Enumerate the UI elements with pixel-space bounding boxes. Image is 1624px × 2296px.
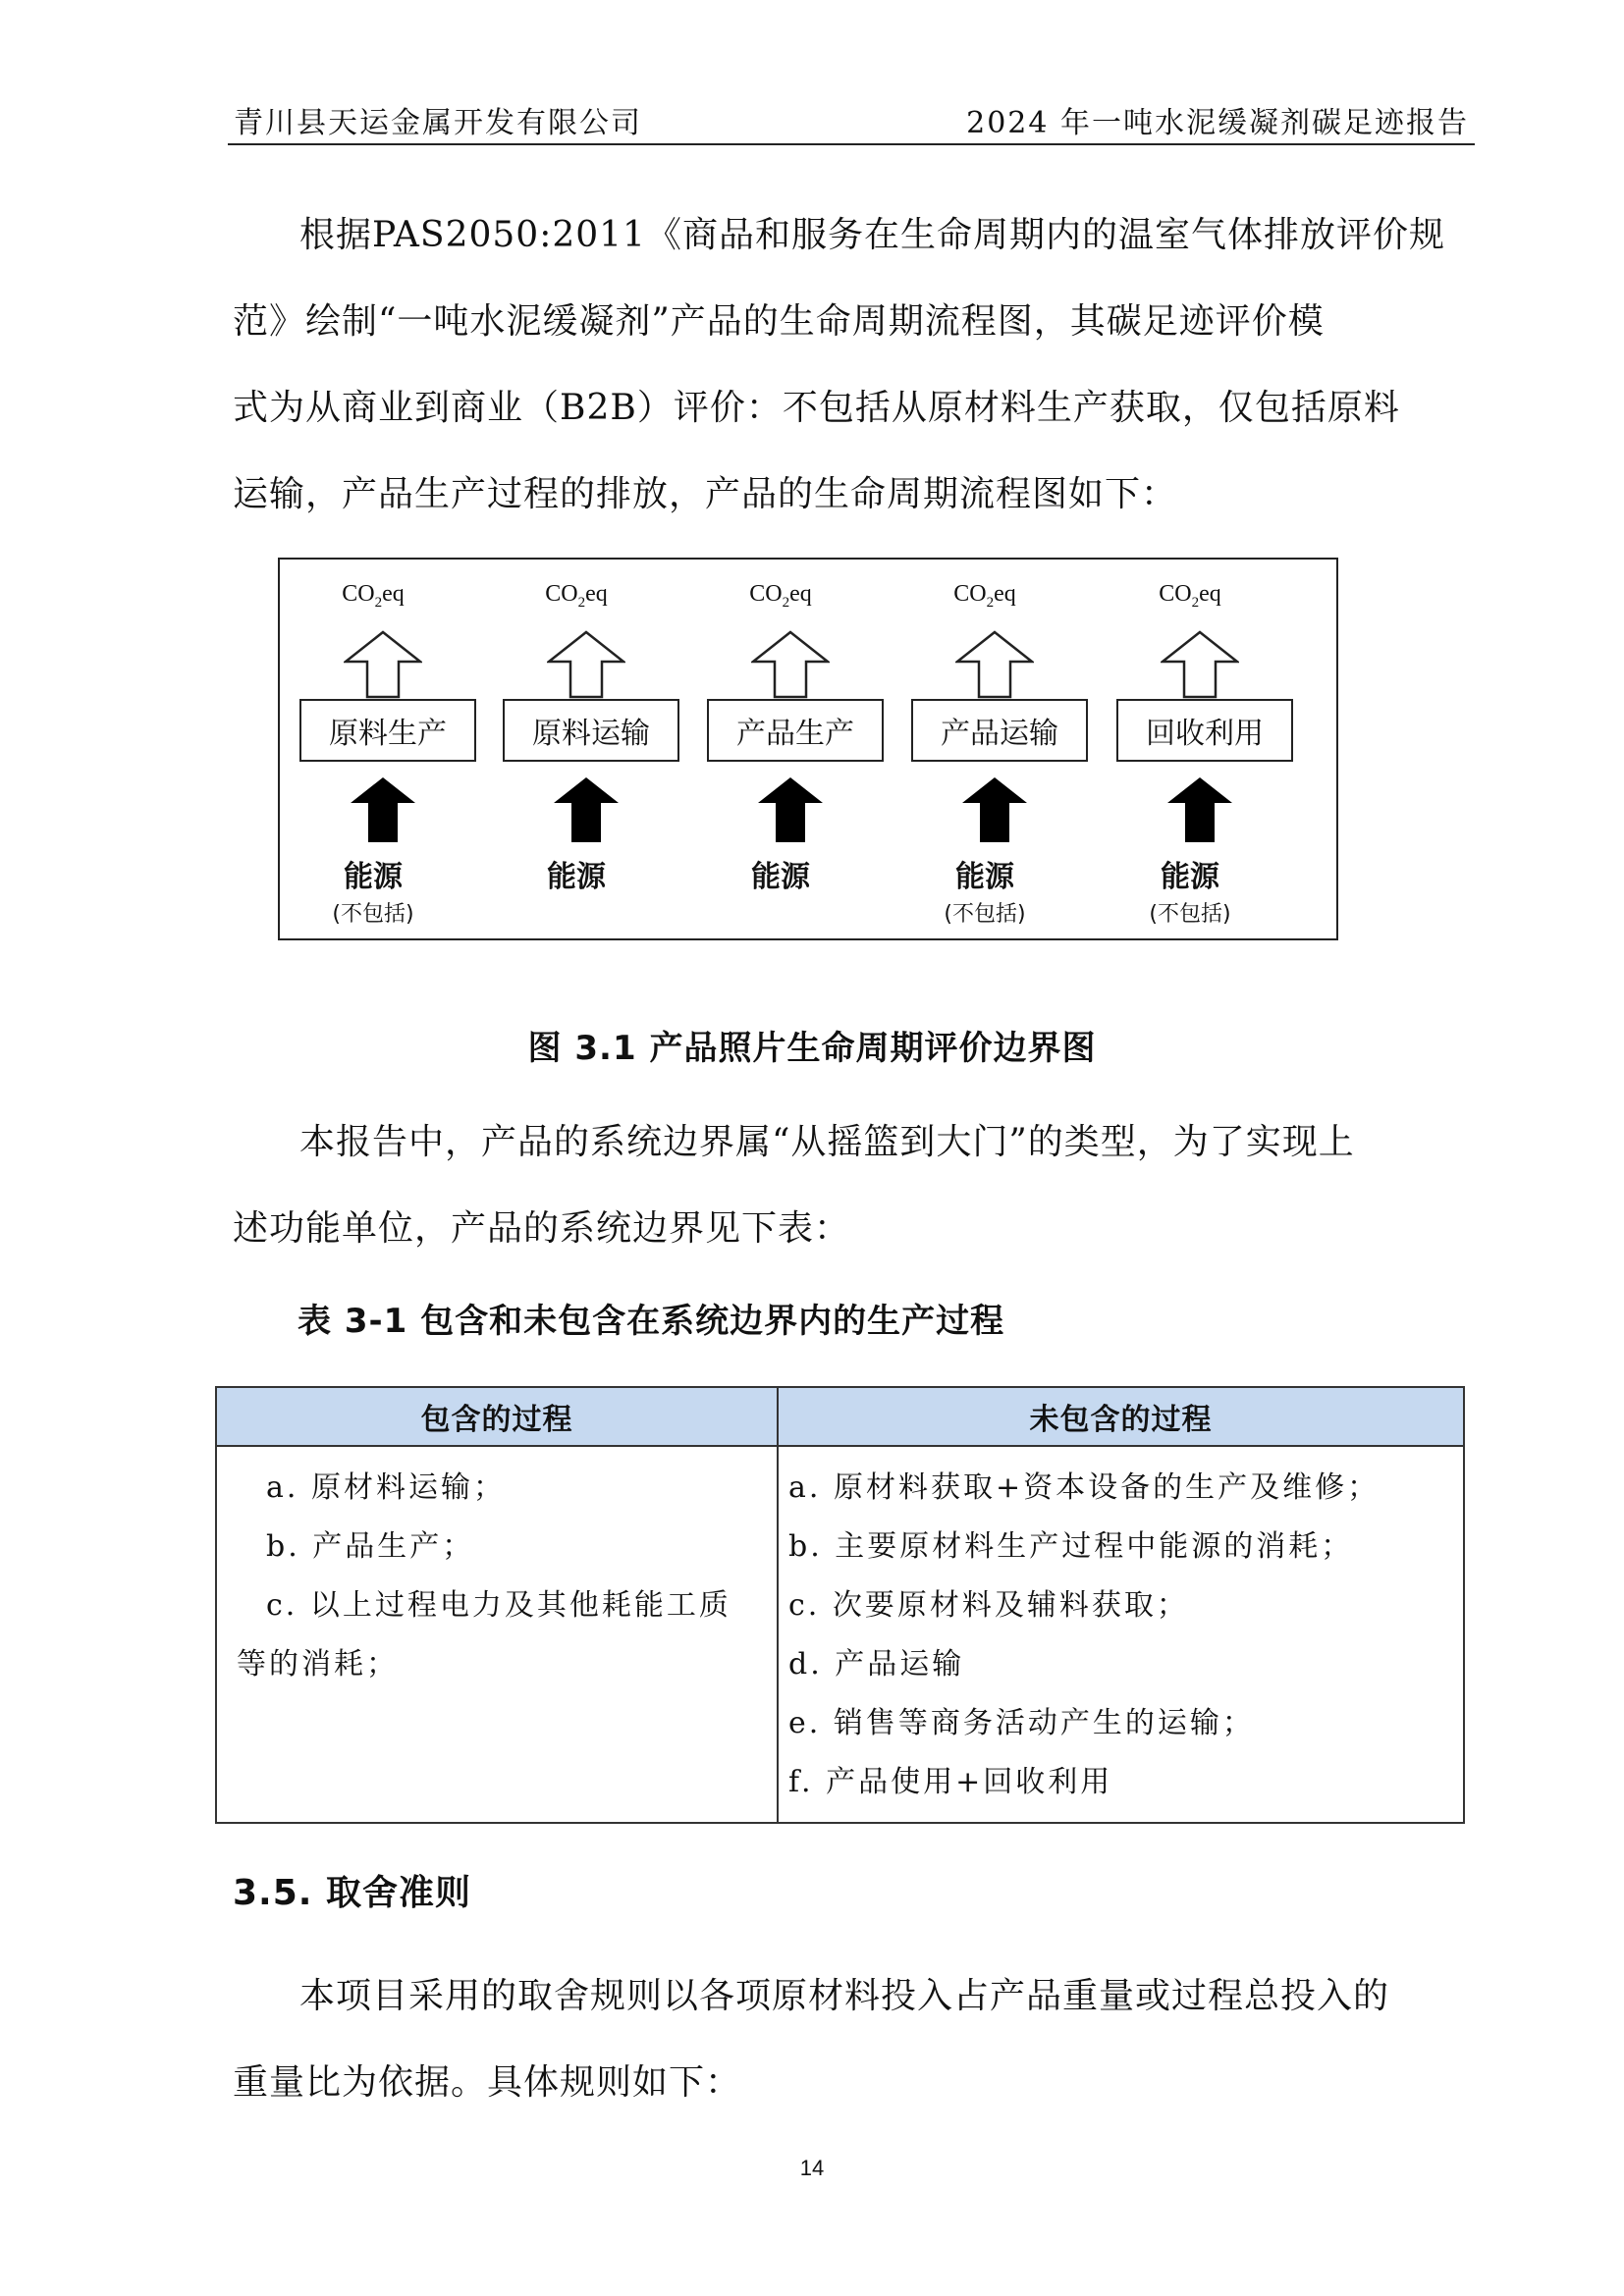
list-item: b. 主要原材料生产过程中能源的消耗；: [788, 1529, 1354, 1564]
outline-up-arrow-icon: [955, 630, 1034, 699]
excluded-cell: [778, 1446, 1464, 1823]
stage-column: [280, 560, 466, 938]
paragraph-line: 本项目采用的取舍规则以各项原材料投入占产品重量或过程总投入的: [299, 1976, 1390, 2016]
emission-label: $CO_2eq$: [545, 581, 608, 611]
stage-box: 产品生产: [707, 699, 884, 762]
included-cell: [216, 1446, 778, 1823]
stage-column: [1097, 560, 1283, 938]
solid-up-arrow-icon: [1167, 777, 1232, 842]
solid-up-arrow-icon: [962, 777, 1027, 842]
emission-label: $CO_2eq$: [1159, 581, 1221, 611]
solid-up-arrow-icon: [554, 777, 619, 842]
list-item: f. 产品使用+回收利用: [788, 1765, 1113, 1799]
section-heading: 3.5. 取舍准则: [233, 1873, 471, 1913]
stage-box: 产品运输: [911, 699, 1088, 762]
figure-caption: 图 3.1 产品照片生命周期评价边界图: [527, 1029, 1097, 1068]
outline-up-arrow-icon: [751, 630, 830, 699]
energy-label: 能源: [751, 860, 810, 894]
paragraph-line: 重量比为依据。具体规则如下：: [233, 2062, 742, 2103]
stage-box: 回收利用: [1116, 699, 1293, 762]
list-item: c. 次要原材料及辅料获取；: [788, 1588, 1189, 1623]
excluded-note: (不包括): [1149, 902, 1231, 927]
stage-column: [687, 560, 874, 938]
list-item: b. 产品生产；: [266, 1529, 475, 1564]
excluded-note: (不包括): [332, 902, 414, 927]
table-title: 表 3-1 包含和未包含在系统边界内的生产过程: [298, 1302, 1005, 1341]
paragraph-line: 述功能单位，产品的系统边界见下表：: [233, 1208, 851, 1249]
solid-up-arrow-icon: [758, 777, 823, 842]
page-number: 14: [799, 2156, 825, 2180]
header-company: 青川县天运金属开发有限公司: [234, 106, 642, 140]
system-boundary-table: [215, 1386, 1465, 1824]
paragraph-line: 本报告中，产品的系统边界属“从摇篮到大门”的类型，为了实现上: [299, 1122, 1355, 1162]
list-item: a. 原材料获取+资本设备的生产及维修；: [788, 1470, 1380, 1505]
list-item: c. 以上过程电力及其他耗能工质: [266, 1588, 731, 1623]
energy-label: 能源: [547, 860, 606, 894]
paragraph-line: 运输，产品生产过程的排放，产品的生命周期流程图如下：: [233, 474, 1178, 514]
header-divider: [228, 143, 1475, 145]
excluded-note: (不包括): [944, 902, 1026, 927]
emission-label: $CO_2eq$: [749, 581, 812, 611]
list-item: a. 原材料运输；: [266, 1470, 506, 1505]
cutoff-paragraph: [233, 1953, 1431, 2126]
emission-label: $CO_2eq$: [342, 581, 405, 611]
stage-column: [892, 560, 1078, 938]
intro-paragraph: [233, 192, 1445, 538]
paragraph-line: 式为从商业到商业（B2B）评价：不包括从原材料生产获取，仅包括原料: [233, 388, 1400, 428]
emission-label: $CO_2eq$: [953, 581, 1016, 611]
paragraph-line: 根据PAS2050:2011《商品和服务在生命周期内的温室气体排放评价规: [299, 215, 1445, 255]
stage-box: 原料运输: [503, 699, 679, 762]
energy-label: 能源: [344, 860, 403, 894]
energy-label: 能源: [955, 860, 1014, 894]
table-row: [216, 1446, 1464, 1823]
outline-up-arrow-icon: [1161, 630, 1239, 699]
solid-up-arrow-icon: [351, 777, 415, 842]
table-header-row: [216, 1387, 1464, 1446]
energy-label: 能源: [1161, 860, 1219, 894]
paragraph-line: 范》绘制“一吨水泥缓凝剂”产品的生命周期流程图，其碳足迹评价模: [233, 301, 1325, 342]
table-header-excluded: 未包含的过程: [778, 1387, 1464, 1446]
list-item: e. 销售等商务活动产生的运输；: [788, 1706, 1255, 1740]
list-item: d. 产品运输: [788, 1647, 965, 1682]
table-header-included: 包含的过程: [216, 1387, 778, 1446]
stage-box: 原料生产: [299, 699, 476, 762]
boundary-paragraph: [233, 1099, 1431, 1272]
header-report-title: 2024 年一吨水泥缓凝剂碳足迹报告: [966, 106, 1469, 140]
lifecycle-diagram: [278, 558, 1338, 940]
outline-up-arrow-icon: [547, 630, 625, 699]
list-item: 等的消耗；: [237, 1647, 399, 1682]
outline-up-arrow-icon: [344, 630, 422, 699]
stage-column: [483, 560, 670, 938]
